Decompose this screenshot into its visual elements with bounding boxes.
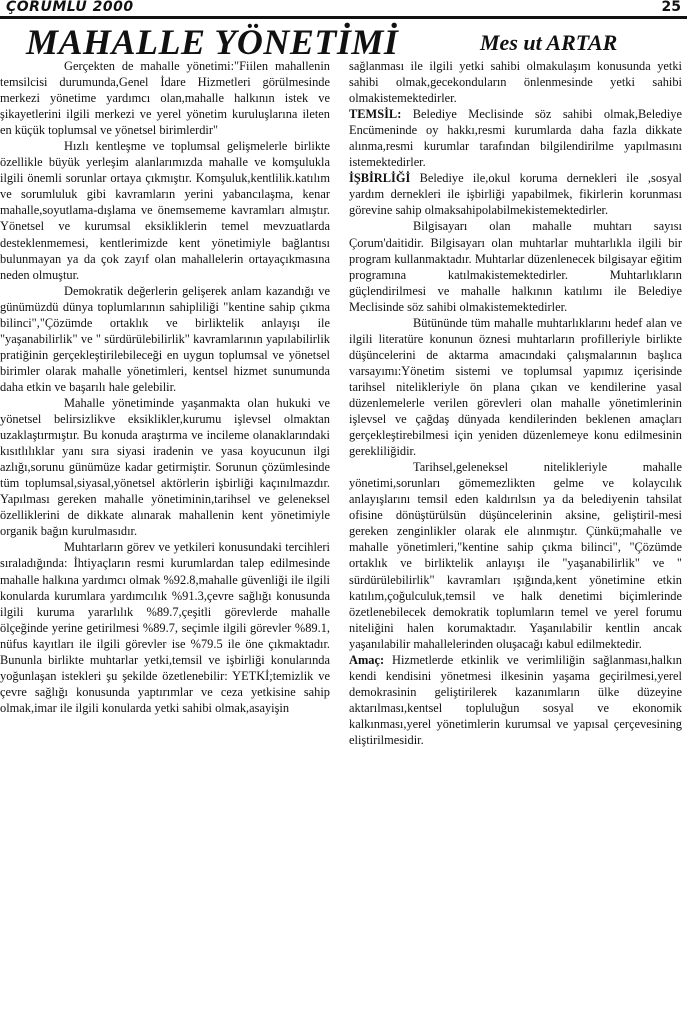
article-title: MAHALLE YÖNETİMİ	[26, 22, 399, 62]
paragraph: Bütününde tüm mahalle muhtarlıklarını hedef alan ve ilgili literatüre konunun öznesi muhtarların profilleriyle birlikte düşüncelerini de aktarma amacındaki çalışmalarının başlıca varsayımı:Yönetim sistemi ve toplumsal yapımız içerisinde tarihsel nitelikleriyle ön plana çıkan ve kendilerine yasal düzenlemelerle verilen görevleri olan mahalle yönetimlerinin işlevsel ve çağdaş dünyada kendilerinden beklenen amaçları gerçekleştirebilmesi için yeniden düzenlemeye konu edilmesinin gerekliliğidir.	[349, 315, 682, 459]
temsil-text: Belediye Meclisinde söz sahibi olmak,Belediye Encümeninde oy hakkı,resmi kurumlarda daha fazla dikkate alınma,resmi kurumlar tarafından bilgilendirilme yapılmasını istemektedirler.	[349, 107, 682, 170]
masthead: ÇORUMLU 2000	[6, 0, 134, 15]
paragraph: Muhtarların görev ve yetkileri konusundaki tercihleri sıraladığında: İhtiyaçların resmi kurumlardan talep edilmesinde mahalle halkına yardımcı olmak %92.8,mahalle güvenliği ile ilgili konularda kurumlara yardımcılık %91.3,çevre sağlığı konusunda ilgili kuruma yararlılık %89.7,çeşitli görevlerde mahalle ölçeğinde yerine getirilmesi %89.7, seçimle ilgili görevler %89.1, nüfus kayıtları ile ilgili görevler ise %79.5 ile öne çıkmaktadır. Bununla birlikte muhtarlar yetki,temsil ve işbirliği konularında yoğunlaşan istekleri şu şekilde özetlenebilir: YETKİ;temizlik ve çevre sağlığı konusunda yaptırımlar ve ceza yetkisine sahip olmak,imar ile ilgili konularda yetki sahibi olmak,asayişin	[0, 540, 330, 715]
paragraph: Mahalle yönetiminde yaşanmakta olan hukuki ve yönetsel belirsizlikve eksiklikler,kurumu işlevsel olmaktan uzaklaştırmıştır. Bu konuda araştırma ve incileme olanaklarındaki kısıtlılıklar yanı sıra siyasi iradenin ve yasa koyucunun ilgi azlığı,sorunu günümüze kadar getirmiştir. Sorunun çözümlesinde tüm toplumsal,siyasal,yönetsel aktörlerin işbirliği kaçınılmazdır. Yapılması gereken mahalle yönetiminin,tarihsel ve geleneksel özelliklerini de dikkate alınarak mahallenin kent yönetimiyle organik bağın kurulmasıdır.	[0, 395, 330, 539]
article-author: Mes ut ARTAR	[480, 30, 618, 55]
paragraph: Hızlı kentleşme ve toplumsal gelişmelerle birlikte özellikle büyük yerleşim alanlarımızda mahalle ve komşulukla ilgili önemli sorunlar ortaya çıkmıştır. Komşuluk,kentlilik.katılım ve sorumluluk gibi kavramların yerini yabancılaşma, kenar mahalle,soyutlama-dışlama ve önemsememe kavramları almıştır. Yönetsel ve kurumsal eksikliklerin temel mevzuatlarda desteklenmemesi, kentlerimizde kent yönetimiyle bağlantısı bulunmayan ya da çok zayıf olan mahallelerin ortayaçıkmasına neden olmuştur.	[0, 139, 330, 282]
paragraph: sağlanması ile ilgili yetki sahibi olmakulaşım konusunda yetki sahibi olmak,gecekonduların önlenmesinde yetki sahibi olmakistemektedirler.	[349, 59, 682, 106]
paragraph: Gerçekten de mahalle yönetimi:"Fiilen mahallenin temsilcisi durumunda,Genel İdare Hizmetleri görülmesinde merkezi yönetime yardımcı olan,mahalle halkının istek ve şikayetlerini ilgili merkezi ve yerel yönetim kuruluşlarına ileten en küçük toplumsal ve yönetsel birimlerdir"	[0, 59, 330, 138]
paragraph: Bilgisayarı olan mahalle muhtarı sayısı Çorum'daitidir. Bilgisayarı olan muhtarlar muhtarlıkla ilgili bir program kullanmaktadır. Muhtarlar düzenlenecek bilgisayar eğitim programına katılmakistemektedirler. Muhtarlıkların güçlendirilmesi ve mahalle halkının katılımı ile Belediye Meclisinde söz sahibi olmakistemektedirler.	[349, 219, 682, 314]
amac-text: Hizmetlerde etkinlik ve verimliliğin sağlanması,halkın kendi kendisini yönetmesi ilkesinin yaşama geçirilmesi,yerel demokrasinin geliştirilerek kazanımların ülke düzeyine aktarılması,kentsel topluluğun sosyal ve ekonomik kalkınması,yerel yönetimlerin kurumsal ve yapısal çerçevesining eliştirilmesidir.	[349, 652, 682, 747]
isbirligi-label: İŞBİRLİĞİ	[349, 171, 411, 186]
paragraph-amac	[349, 652, 682, 748]
temsil-label: TEMSİL:	[349, 107, 402, 122]
paragraph: Demokratik değerlerin gelişerek anlam kazandığı ve günümüzdü dünya toplumlarının sahipliliği "kentine sahip çıkma bilinci","Çözümde ortaklık ve birliktelik anlayışı ile "yaşanabilirlik" ve " sürdürülebilirlik" kavramlarının yapılabilirlik pratiğinin gerçekleştirilebileceği en uygun toplumsal ve yönetsel birimler olarak mahalle yönetimleri, kentsel hizmet sunumunda daha etkin ve başarılı hale gelebilir.	[0, 283, 330, 394]
header-rule	[0, 16, 687, 19]
page-number: 25	[661, 0, 681, 15]
paragraph-temsil	[349, 106, 682, 170]
column-left	[0, 58, 330, 1020]
amac-label: Amaç:	[349, 652, 385, 667]
column-right	[349, 58, 682, 1020]
paragraph: Tarihsel,geleneksel nitelikleriyle mahalle yönetimi,sorunları gömemezlikten gelme ve kolaycılık anlayışlarını temsil eden kaldırılsın ya da belediyenin tahsilat ofisine dönüştürülsün düşüncelerinin aksine, geliştiril-mesi gereken zenginlikler olarak ele alınmıştır. Çünkü;mahalle ve mahalle yönetimleri,"kentine sahip çıkma bilinci", "Çözümde ortaklık ve birliktelik anlayışı ile "yaşanabilirlik" ve " sürdürülebilirlik" kavramları ışığında,kent yönetimine etkin katılım,çoğulculuk,temsil ve halk denetimi biçimlerinde özetlenebilecek demokratik toplumların temel ve yerel forumu niteliğini halen korumaktadır. Yaşanılabilir kentlin ancak yaşanılabilir mahallelerinden oluşacağı kabul edilmektedir.	[349, 460, 682, 651]
paragraph-isbirligi	[349, 170, 682, 218]
page-header	[0, 0, 687, 18]
isbirligi-text: Belediye ile,okul koruma dernekleri ile ,sosyal yardım dernekleri ile işbirliği yapabilmek, fikirlerin korunması görevine sahip olmaksahipolabilmekistemektedirler.	[349, 171, 682, 218]
